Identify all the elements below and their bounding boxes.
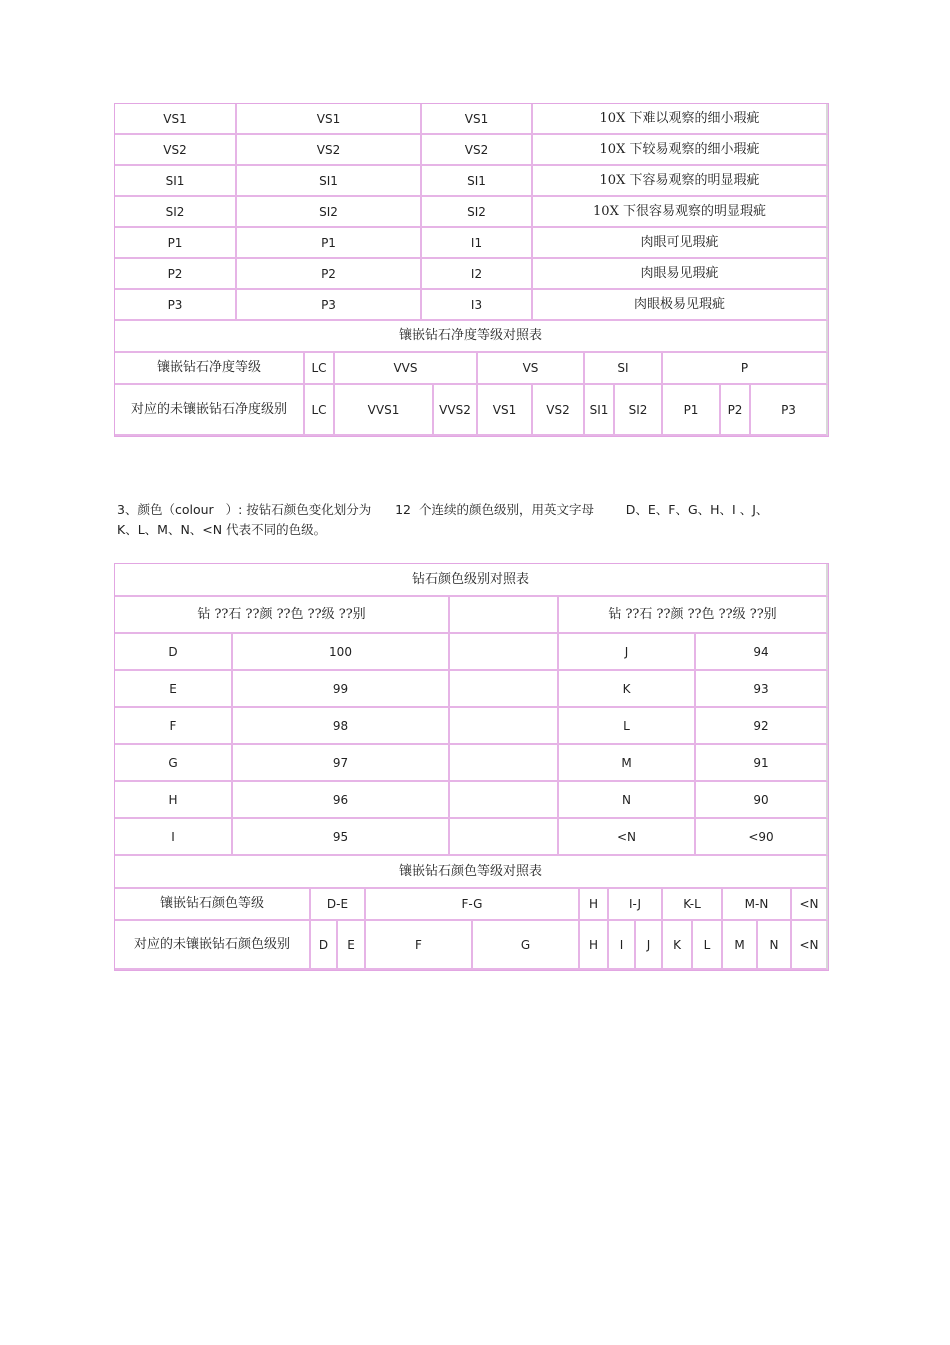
unmounted-clarity-row [115,385,828,436]
mounted-clarity-row [115,353,828,385]
clarity-table-cell: VS1 [422,104,533,135]
clarity-table-row [115,135,828,166]
mounted-clarity-cell: P [663,353,828,385]
color-table-cell: 95 [233,819,450,856]
unmounted-color-cell: F [366,921,473,970]
color-table-header-row [115,597,828,634]
clarity-table-cell: P1 [237,228,422,259]
color-table-left-header: 钻 ??石 ??颜 ??色 ??级 ??别 [115,597,450,634]
unmounted-clarity-cell: SI1 [585,385,615,436]
mounted-clarity-cell: SI [585,353,663,385]
unmounted-color-cell: E [338,921,366,970]
clarity-table-cell: P3 [115,290,237,321]
unmounted-color-cell: <N [792,921,828,970]
mounted-color-cell: D-E [311,889,366,921]
clarity-table-cell: VS1 [115,104,237,135]
color-table-spacer [450,745,559,782]
color-table-cell: H [115,782,233,819]
color-table-cell: 93 [696,671,828,708]
clarity-table-cell: 10X 下较易观察的细小瑕疵 [533,135,828,166]
unmounted-color-cell: L [693,921,723,970]
clarity-table-cell: 肉眼可见瑕疵 [533,228,828,259]
clarity-table-cell: 肉眼极易见瑕疵 [533,290,828,321]
color-table-cell: 98 [233,708,450,745]
clarity-table-cell: P3 [237,290,422,321]
color-table-spacer [450,782,559,819]
color-table-spacer [450,597,559,634]
unmounted-clarity-cell: VVS1 [335,385,434,436]
color-table-row [115,634,828,671]
unmounted-color-cell: J [636,921,663,970]
clarity-table-row [115,259,828,290]
unmounted-color-cell: M [723,921,758,970]
unmounted-color-cell: G [473,921,580,970]
clarity-table-row [115,290,828,321]
clarity-table-cell: 10X 下很容易观察的明显瑕疵 [533,197,828,228]
color-table-row [115,708,828,745]
color-paragraph-line2: K、L、M、N、<N 代表不同的色级。 [117,522,327,537]
color-table-spacer [450,671,559,708]
color-table-cell: 91 [696,745,828,782]
mounted-clarity-cell: VS [478,353,585,385]
color-table-right-header: 钻 ??石 ??颜 ??色 ??级 ??别 [559,597,828,634]
color-table-spacer [450,819,559,856]
color-table-spacer [450,708,559,745]
color-grade-table [114,563,829,971]
color-table-cell: 99 [233,671,450,708]
unmounted-color-cell: K [663,921,693,970]
clarity-table-row [115,104,828,135]
unmounted-clarity-cell: LC [305,385,335,436]
color-table-row [115,819,828,856]
clarity-table-cell: I3 [422,290,533,321]
unmounted-clarity-cell: VS2 [533,385,585,436]
mounted-color-cell: K-L [663,889,723,921]
color-table-cell: G [115,745,233,782]
color-table-cell: N [559,782,696,819]
color-table-cell: I [115,819,233,856]
clarity-table-cell: 10X 下难以观察的细小瑕疵 [533,104,828,135]
color-table-cell: <N [559,819,696,856]
clarity-table-row [115,197,828,228]
unmounted-clarity-cell: SI2 [615,385,663,436]
clarity-table-cell: VS1 [237,104,422,135]
mounted-color-cell: M-N [723,889,792,921]
clarity-table-cell: I1 [422,228,533,259]
color-table-cell: 100 [233,634,450,671]
color-table-cell: J [559,634,696,671]
color-table-row [115,745,828,782]
clarity-table-cell: P1 [115,228,237,259]
mounted-color-cell: H [580,889,609,921]
color-table-cell: D [115,634,233,671]
color-table-cell: 92 [696,708,828,745]
clarity-table-cell: VS2 [115,135,237,166]
unmounted-color-cell: D [311,921,338,970]
clarity-table-cell: 10X 下容易观察的明显瑕疵 [533,166,828,197]
clarity-table-cell: SI1 [422,166,533,197]
unmounted-color-cell: I [609,921,636,970]
color-table-cell: L [559,708,696,745]
mounted-clarity-cell: LC [305,353,335,385]
color-table-cell: M [559,745,696,782]
color-table-title: 钻石颜色级别对照表 [115,564,828,597]
clarity-table-cell: VS2 [237,135,422,166]
mounted-color-cell: I-J [609,889,663,921]
color-table-cell: F [115,708,233,745]
clarity-table-cell: I2 [422,259,533,290]
mounted-clarity-cell: VVS [335,353,478,385]
clarity-table-cell: P2 [237,259,422,290]
mounted-color-title: 镶嵌钻石颜色等级对照表 [115,856,828,889]
clarity-table-cell: SI1 [115,166,237,197]
color-paragraph-line1: 3、颜色（colour ）: 按钻石颜色变化划分为 12 个连续的颜色级别，用英文字母 D、E、F、G、H、I 、J、 [117,502,769,517]
color-table-cell: 94 [696,634,828,671]
color-table-cell: <90 [696,819,828,856]
mounted-color-cell: <N [792,889,828,921]
unmounted-color-label: 对应的未镶嵌钻石颜色级别 [115,921,311,970]
clarity-grade-table [114,103,829,437]
mounted-color-row [115,889,828,921]
clarity-table-cell: SI2 [115,197,237,228]
color-table-cell: 97 [233,745,450,782]
color-table-cell: 96 [233,782,450,819]
clarity-table-row [115,228,828,259]
clarity-table-cell: SI2 [422,197,533,228]
color-table-cell: K [559,671,696,708]
unmounted-color-row [115,921,828,970]
clarity-table-cell: SI2 [237,197,422,228]
unmounted-color-cell: H [580,921,609,970]
unmounted-clarity-cell: P2 [721,385,751,436]
unmounted-clarity-cell: P1 [663,385,721,436]
unmounted-clarity-cell: VVS2 [434,385,478,436]
unmounted-clarity-cell: VS1 [478,385,533,436]
clarity-table-cell: VS2 [422,135,533,166]
color-table-cell: E [115,671,233,708]
mounted-color-label: 镶嵌钻石颜色等级 [115,889,311,921]
unmounted-color-cell: N [758,921,792,970]
color-table-cell: 90 [696,782,828,819]
unmounted-clarity-label: 对应的未镶嵌钻石净度级别 [115,385,305,436]
clarity-table-cell: 肉眼易见瑕疵 [533,259,828,290]
mounted-clarity-title: 镶嵌钻石净度等级对照表 [115,321,828,353]
clarity-table-row [115,166,828,197]
color-table-row [115,782,828,819]
mounted-color-cell: F-G [366,889,580,921]
mounted-clarity-label: 镶嵌钻石净度等级 [115,353,305,385]
clarity-table-cell: SI1 [237,166,422,197]
color-table-row [115,671,828,708]
unmounted-clarity-cell: P3 [751,385,828,436]
color-table-spacer [450,634,559,671]
clarity-table-cell: P2 [115,259,237,290]
